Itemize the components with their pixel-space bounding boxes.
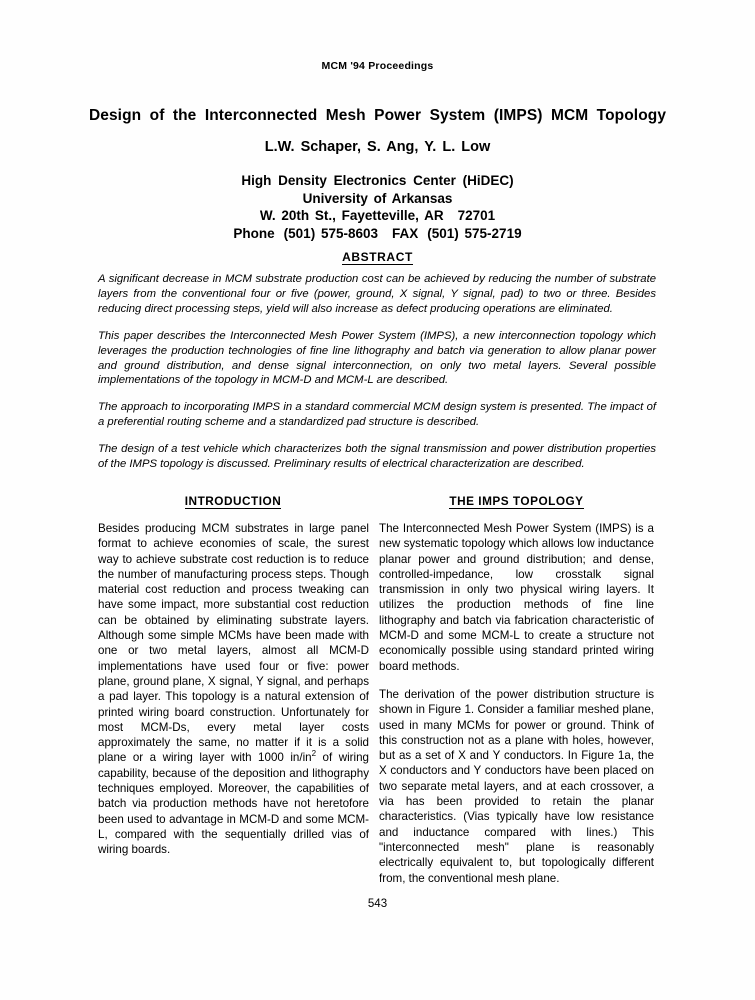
superscript-two: 2: [311, 749, 317, 759]
body-paragraph: [98, 521, 369, 858]
fax-label: FAX: [392, 225, 419, 241]
section-heading-imps-topology: THE IMPS TOPOLOGY: [449, 494, 584, 508]
affiliation-block: [0, 172, 755, 242]
paragraph-text-head: Besides producing MCM substrates in large panel format to achieve economies of scale, the surest way to achieve substrate cost reduction is to reduce the number of manufacturing process steps. Though material cost reduction and process tweaking can have some impact, more substantial cost reduction can be obtained by eliminating substrate layers. Although some simple MCMs have been made with one or two metal layers, almost all MCM-D implementations have used four or five: power plane, ground plane, X signal, Y signal, and perhaps a pad layer. This topology is a natural extension of printed wiring board construction. Unfortunately for most MCM-Ds, every metal layer costs approximately the same, no matter if it is a solid plane or a wiring layer with 1000 in/in: [98, 522, 369, 765]
affiliation-organization: High Density Electronics Center (HiDEC): [241, 173, 514, 188]
abstract-paragraph: The approach to incorporating IMPS in a standard commercial MCM design system is presented. The impact of a preferential routing scheme and a standardized pad structure is described.: [98, 401, 656, 429]
affiliation-address: [0, 207, 755, 225]
affiliation-street: W. 20th St., Fayetteville, AR: [259, 208, 444, 223]
column-right: [379, 521, 654, 886]
phone-label: Phone: [233, 225, 275, 241]
phone-number: (501) 575-8603: [283, 225, 378, 241]
section-heading-introduction: INTRODUCTION: [184, 494, 282, 508]
affiliation-zip: 72701: [457, 208, 496, 223]
paragraph-text-tail: of wiring capability, because of the deposition and lithography techniques employed. Moreover, the capabilities of batch via production methods have not heretofore been used to advantage in MCM-D and some MCM-L, compared with the sequentially drilled vias of wiring boards.: [98, 751, 369, 857]
affiliation-contact: [0, 225, 755, 243]
affiliation-university: University of Arkansas: [302, 190, 453, 206]
column-left: [98, 521, 369, 858]
author-list: L.W. Schaper, S. Ang, Y. L. Low: [264, 139, 491, 155]
body-paragraph: The derivation of the power distribution structure is shown in Figure 1. Consider a familiar meshed plane, used in many MCMs for power or ground. Think of this construction not as a plane with holes, however, but as a set of X and Y conductors. In Figure 1a, the X conductors and Y conductors have been placed on two separate metal layers, and at each crossover, a via has been provided to retain the planar characteristics. (Vias typically have low resistance and inductance compared with lines.) This "interconnected mesh" plane is reasonably electrically equivalent to, but topologically different from, the conventional mesh plane.: [379, 687, 654, 885]
page-number: 543: [367, 898, 388, 910]
section-headings-row: [98, 494, 656, 512]
body-paragraph: The Interconnected Mesh Power System (IMPS) is a new systematic topology which allows low inductance planar power and ground distribution; and dense, controlled-impedance, low crosstalk signal transmission in only two physical wiring layers. It utilizes the production methods of fine line lithography and batch via fabrication characteristic of MCM-D and some MCM-L to create a structure not economically possible using standard printed wiring board methods.: [379, 522, 654, 673]
page-title: Design of the Interconnected Mesh Power System (IMPS) MCM Topology: [88, 107, 667, 124]
fax-number: (501) 575-2719: [427, 225, 522, 241]
abstract-paragraph: The design of a test vehicle which characterizes both the signal transmission and power distribution properties of the IMPS topology is discussed. Preliminary results of electrical characterization are described.: [98, 443, 656, 471]
abstract-paragraph: A significant decrease in MCM substrate production cost can be achieved by reducing the number of substrate layers from the conventional four or five (power, ground, X signal, Y signal, pad) to two or three. Besides reducing direct processing steps, yield will also increase as defect producing operations are eliminated.: [98, 273, 656, 315]
abstract-paragraph: This paper describes the Interconnected Mesh Power System (IMPS), a new interconnection topology which leverages the production technologies of fine line lithography and batch via generation to allow planar power and ground distribution, and dense signal interconnection, on only two metal layers. Several possible implementations of the topology in MCM-D and MCM-L are described.: [98, 329, 656, 387]
running-head: MCM '94 Proceedings: [321, 60, 434, 72]
abstract-body: [98, 272, 656, 472]
abstract-heading: ABSTRACT: [342, 250, 413, 264]
